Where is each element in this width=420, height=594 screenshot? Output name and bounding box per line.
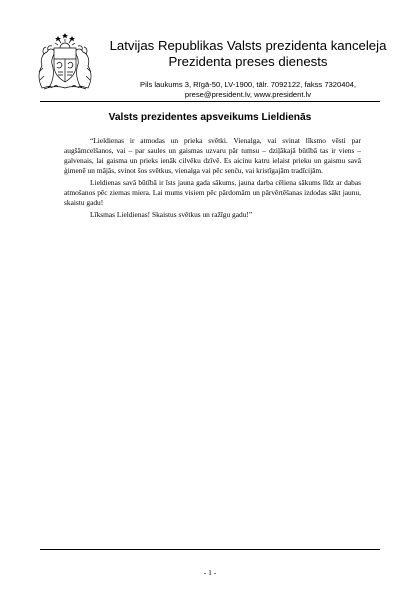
email-web-line: prese@president.lv, www.president.lv bbox=[184, 90, 312, 99]
body-paragraph: Lieldienas savā būtībā ir īsts jauna gada sākums, jauna darba cēliena sākums līdz ar dabas atmošanos pēc ziemas miera. Lai mums visiem pēc pārdomām un pārvērtēšanas izdodas sākt jaunu, skaistu gadu! bbox=[64, 178, 361, 207]
header-divider bbox=[40, 101, 380, 102]
contact-block bbox=[108, 80, 388, 100]
footer-divider bbox=[40, 549, 380, 550]
organization-name: Latvijas Republikas Valsts prezidenta kanceleja bbox=[109, 38, 387, 53]
page-number: - 1 - bbox=[203, 568, 217, 577]
body-paragraph: Līksmas Lieldienas! Skaistus svētkus un ražīgu gadu!” bbox=[90, 210, 253, 220]
letterhead bbox=[108, 38, 388, 100]
body-paragraph: “Lieldienas ir atmodas un prieka svētki. Vienalga, vai svinat līksmo vēsti par augšāmcelšanos, vai – par saules un gaismas uzvaru pār tumsu – dziļākajā būtībā tas ir viens – galvenais, lai gaisma un prieks ienāk cilvēku dzīvē. Es aicinu katru ielaist prieku un gaismu savā ģimenē un mājās, svinot šos svētkus, vienalga vai pēc senču, vai kristīgajām tradīcijām. bbox=[64, 136, 361, 175]
latvian-coat-of-arms-icon bbox=[30, 28, 100, 92]
department-name: Prezidenta preses dienests bbox=[168, 54, 328, 69]
document-body bbox=[64, 136, 361, 222]
document-title: Valsts prezidentes apsveikums Lieldienās bbox=[108, 112, 312, 123]
address-line: Pils laukums 3, Rīgā-50, LV-1900, tālr. 7092122, fakss 7320404, bbox=[140, 80, 356, 89]
